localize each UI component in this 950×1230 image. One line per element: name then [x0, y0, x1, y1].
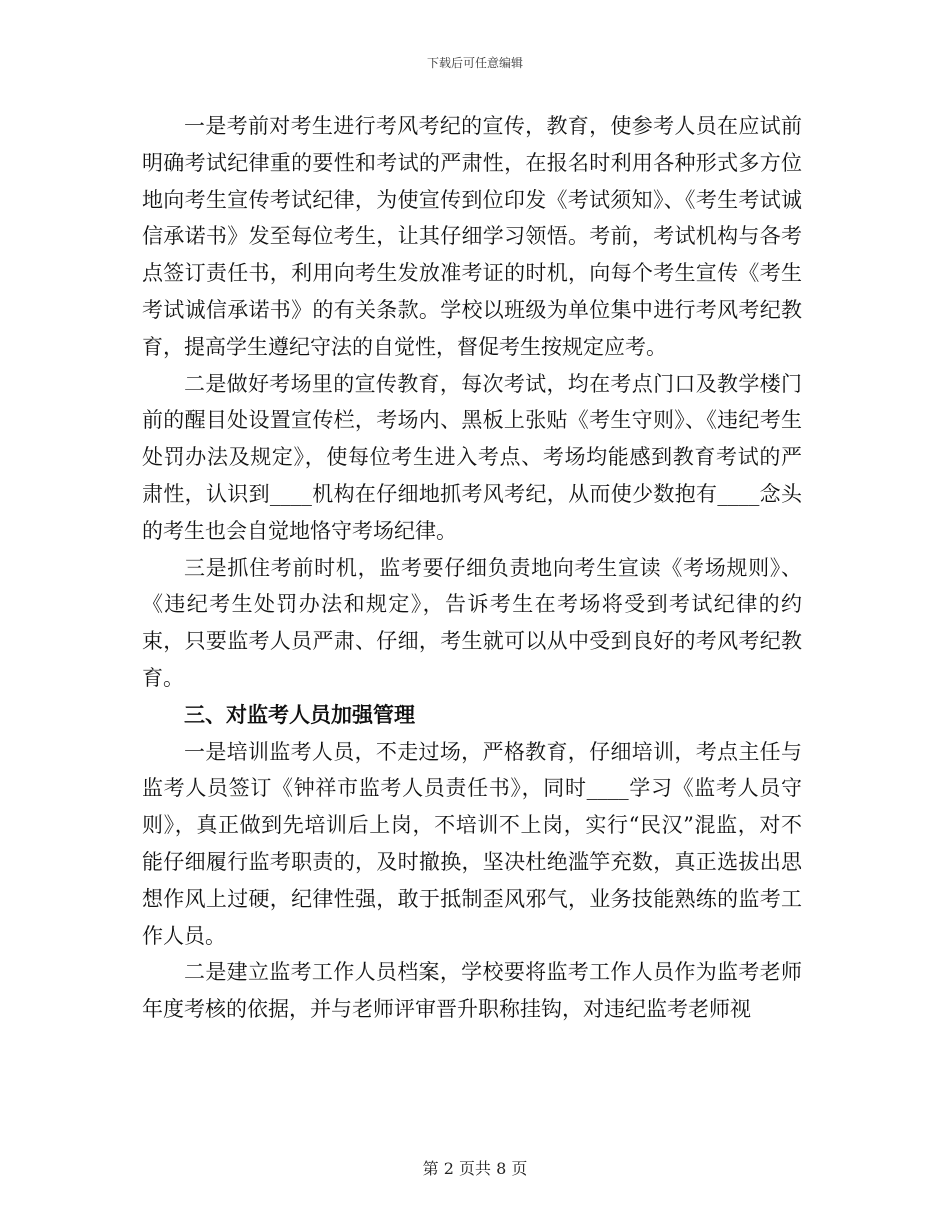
paragraph-1: 一是考前对考生进行考风考纪的宣传，教育，使参考人员在应试前明确考试纪律重的要性和考试的严肃性，在报名时利用各种形式多方位地向考生宣传考试纪律，为使宣传到位印发《考试须知》、《考生考试诚信承诺书》发至每位考生，让其仔细学习领悟。考前，考试机构与各考点签订责任书，利用向考生发放准考证的时机，向每个考生宣传《考生考试诚信承诺书》的有关条款。学校以班级为单位集中进行考风考纪教育，提高学生遵纪守法的自觉性，督促考生按规定应考。 [142, 114, 802, 359]
page-number: 第 2 页共 8 页 [422, 1159, 528, 1178]
page-header: 下载后可任意编辑 [426, 56, 523, 70]
paragraph-2: 二是做好考场里的宣传教育，每次考试，均在考点门口及教学楼门前的醒目处设置宣传栏，考场内、黑板上张贴《考生守则》、《违纪考生处罚办法及规定》，使每位考生进入考点、考场均能感到教育考试的严肃性，认识到____机构在仔细地抓考风考纪，从而使少数抱有____念头的考生也会自觉地恪守考场纪律。 [142, 371, 802, 543]
paragraph-5: 二是建立监考工作人员档案，学校要将监考工作人员作为监考老师年度考核的依据，并与老师评审晋升职称挂钩，对违纪监考老师视 [142, 960, 802, 1022]
document-body [142, 108, 802, 1028]
paragraph-3: 三是抓住考前时机，监考要仔细负责地向考生宣读《考场规则》、《违纪考生处罚办法和规定》，告诉考生在考场将受到考试纪律的约束，只要监考人员严肃、仔细，考生就可以从中受到良好的考风考纪教育。 [142, 555, 802, 690]
paragraph-4: 一是培训监考人员，不走过场，严格教育，仔细培训，考点主任与监考人员签订《钟祥市监考人员责任书》，同时____学习《监考人员守则》，真正做到先培训后上岗，不培训不上岗，实行“民汉”混监，对不能仔细履行监考职责的，及时撤换，坚决杜绝滥竽充数，真正选拔出思想作风上过硬，纪律性强，敢于抵制歪风邪气，业务技能熟练的监考工作人员。 [142, 739, 802, 948]
section-heading: 三、对监考人员加强管理 [184, 701, 415, 727]
